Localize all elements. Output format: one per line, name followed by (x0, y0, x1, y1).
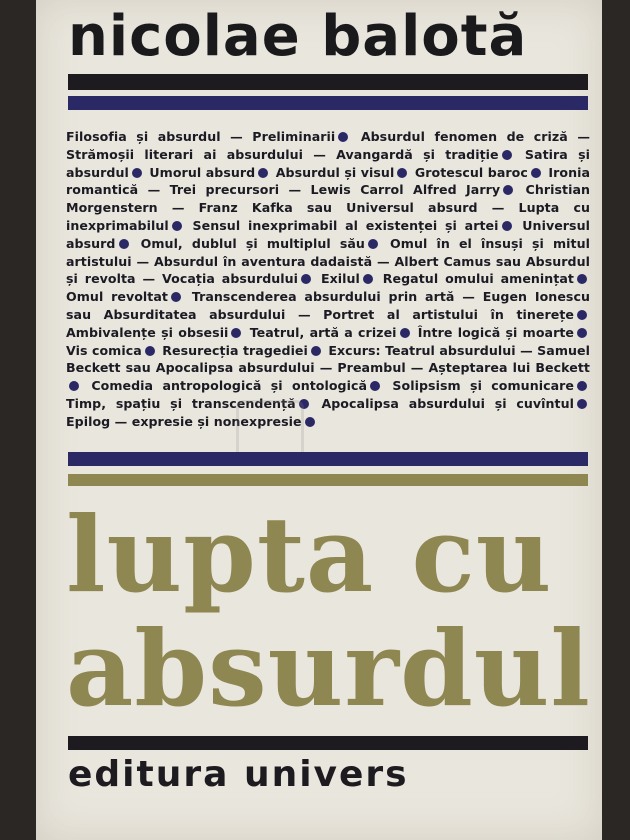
contents-item: Exilul (320, 271, 360, 287)
top-navy-stripe (68, 96, 588, 110)
bullet-dot-icon (577, 274, 587, 284)
contents-item: Omul, dublul și multiplul său (140, 235, 365, 251)
contents-item: Satira și absurdul (66, 146, 591, 180)
contents-item: Umorul absurd (149, 164, 256, 180)
bullet-dot-icon (577, 399, 587, 409)
contents-item: Vis comica (66, 342, 142, 358)
bullet-dot-icon (577, 381, 587, 391)
title-line-1: lupta cu (66, 493, 553, 616)
contents-item: Transcenderea absurdului prin artă — Eugen Ionescu sau Absurditatea absurdului — Portret al artistului în tinerețe (66, 289, 590, 322)
bullet-dot-icon (370, 381, 380, 391)
contents-item: Christian Morgenstern — Franz Kafka sau Universul absurd — Lupta cu inexprimabilul (66, 182, 591, 233)
bullet-dot-icon (231, 328, 241, 338)
contents-item: Excurs: Teatrul absurdului — Samuel Beckett sau Apocalipsa absurdului — Preambul — Așteptarea lui Beckett (66, 342, 590, 376)
contents-item: Regatul omului amenințat (382, 271, 575, 287)
contents-item: Epilog — expresie și nonexpresie (66, 413, 302, 429)
top-black-stripe (68, 74, 588, 90)
bullet-dot-icon (305, 417, 315, 427)
contents-item: Între logică și moarte (417, 324, 575, 340)
contents-item: Sensul inexprimabil al existenței și artei (192, 217, 499, 233)
bullet-dot-icon (311, 346, 321, 356)
contents-item: Filosofia și absurdul — Preliminarii (66, 129, 336, 144)
bullet-dot-icon (503, 185, 513, 195)
bullet-dot-icon (577, 310, 587, 320)
publisher-name: editura univers (68, 754, 409, 795)
contents-item: Ambivalențe și obsesii (66, 324, 229, 340)
bullet-dot-icon (258, 168, 268, 178)
contents-item: Grotescul baroc (414, 164, 528, 180)
contents-item: Ironia romantică — Trei precursori — Lewis Carrol (66, 164, 591, 198)
bullet-dot-icon (502, 221, 512, 231)
bullet-dot-icon (172, 221, 182, 231)
author-name: nicolae balotă (68, 4, 528, 69)
contents-item: Timp, spațiu și transcendență (66, 395, 296, 411)
contents-item: Universul absurd (66, 217, 590, 251)
bullet-dot-icon (145, 346, 155, 356)
bullet-dot-icon (502, 150, 512, 160)
contents-item: Absurdul și visul (275, 164, 395, 180)
middle-navy-stripe (68, 452, 588, 466)
bullet-dot-icon (132, 168, 142, 178)
bullet-dot-icon (397, 168, 407, 178)
title-line-2: absurdul (66, 607, 591, 730)
bullet-dot-icon (400, 328, 410, 338)
bottom-black-stripe (68, 736, 588, 750)
table-of-contents (66, 128, 590, 434)
contents-item: Solipsism și comunicare (392, 378, 574, 394)
bullet-dot-icon (577, 328, 587, 338)
contents-item: Absurdul fenomen de criză — Strămoșii literari ai absurdului — Avangardă și tradiție (66, 129, 591, 162)
bullet-dot-icon (301, 274, 311, 284)
middle-olive-stripe (68, 474, 588, 486)
contents-item: Omul în el însuși și mitul artistului — Absurdul în aventura dadaistă — Albert Camus sau Absurdul și revolta — Vocația absurdului (66, 235, 590, 287)
bullet-dot-icon (531, 168, 541, 178)
contents-item: Alfred Jarry (413, 182, 501, 198)
bullet-dot-icon (171, 292, 181, 302)
bullet-dot-icon (338, 132, 348, 142)
bullet-dot-icon (368, 239, 378, 249)
contents-item: Omul revoltat (66, 289, 168, 305)
bullet-dot-icon (363, 274, 373, 284)
bullet-dot-icon (69, 381, 79, 391)
contents-item: Apocalipsa absurdului și cuvîntul (321, 395, 574, 411)
bullet-dot-icon (119, 239, 129, 249)
contents-item: Resurecția tragediei (162, 342, 308, 358)
contents-item: Comedia antropologică și ontologică (91, 378, 368, 394)
contents-item: Teatrul, artă a crizei (249, 324, 397, 340)
